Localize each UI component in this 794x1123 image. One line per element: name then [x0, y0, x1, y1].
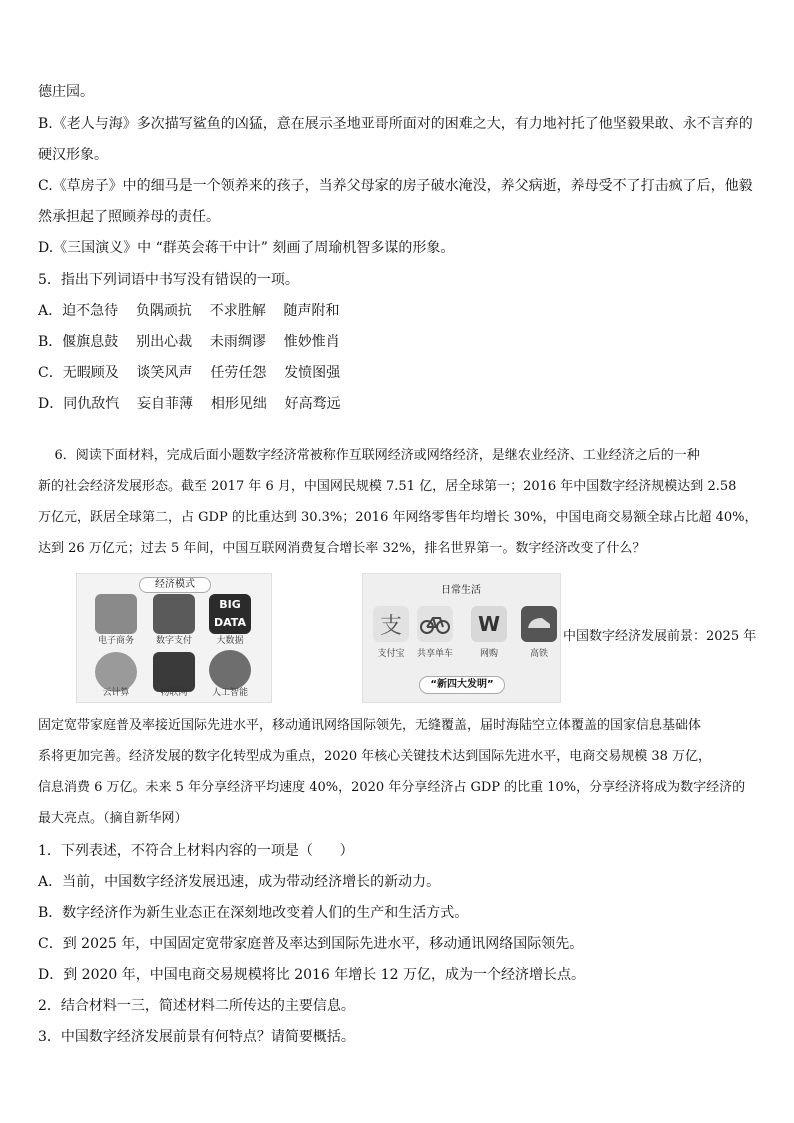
option-c-text: C.《草房子》中的细马是一个领养来的孩子，当养父母家的房子破水淹没，养父病逝，养母受不了打击疯了后，他毅 — [38, 178, 753, 194]
passage-6-line: 固定宽带家庭普及率接近国际先进水平，移动通讯网络国际领先，无缝覆盖，届时海陆空立体覆盖的国家信息基础体 — [38, 718, 702, 733]
figure-title: 经济模式 — [139, 577, 211, 593]
banner: “新四大发明” — [419, 676, 505, 694]
question-5-option-c: C．无暇顾及 谈笑风声 任劳任怨 发愤图强 — [38, 365, 341, 381]
subquestion-1-option-b: B．数字经济作为新生业态正在深刻地改变着人们的生产和生活方式。 — [38, 905, 469, 921]
cloud-computing-icon — [95, 652, 137, 692]
ecommerce-icon — [95, 594, 137, 634]
text-line: 德庄园。 — [38, 84, 94, 100]
figure-title: 日常生活 — [441, 585, 481, 596]
subquestion-1: 1．下列表述，不符合上材料内容的一项是（ ） — [38, 843, 354, 859]
alipay-icon: 支 — [373, 606, 409, 642]
text-line: 然承担起了照顾养母的责任。 — [38, 209, 220, 225]
passage-6-side-text: 中国数字经济发展前景：2025 年 — [563, 629, 757, 644]
ai-icon — [209, 650, 251, 690]
passage-6-line: 最大亮点。（摘自新华网） — [38, 811, 188, 826]
item-label: 支付宝 — [377, 649, 405, 659]
bicycle-icon — [417, 606, 453, 642]
item-label: 数字支付 — [155, 636, 192, 646]
subquestion-1-option-c: C．到 2025 年，中国固定宽带家庭普及率达到国际先进水平，移动通讯网络国际领先。 — [38, 936, 584, 952]
question-5-option-a: A．迫不急待 负隅顽抗 不求胜解 随声附和 — [38, 303, 340, 319]
question-5-option-d: D．同仇敌忾 妄自菲薄 相形见绌 好高骛远 — [38, 396, 341, 412]
subquestion-3: 3．中国数字经济发展前景有何特点？请简要概括。 — [38, 1029, 355, 1045]
item-label: 网购 — [479, 649, 498, 659]
question-5-option-b: B．偃旗息鼓 别出心裁 未雨绸谬 惟妙惟肖 — [38, 334, 340, 350]
item-label: 大数据 — [216, 636, 244, 646]
high-speed-rail-icon — [521, 606, 557, 642]
option-b-text: B.《老人与海》多次描写鲨鱼的凶猛，意在展示圣地亚哥所面对的困难之大，有力地衬托了他坚毅果敢、永不言弃的 — [38, 116, 753, 132]
item-label: 云计算 — [102, 688, 130, 698]
big-data-icon: BIG DATA — [209, 594, 251, 634]
subquestion-1-option-a: A．当前，中国数字经济发展迅速，成为带动经济增长的新动力。 — [38, 874, 441, 890]
item-label: 人工智能 — [211, 688, 248, 698]
question-5: 5．指出下列词语中书写没有错误的一项。 — [38, 272, 299, 288]
iot-icon — [153, 652, 195, 692]
text-line: 硬汉形象。 — [38, 147, 108, 163]
item-label: 共享单车 — [416, 649, 453, 659]
item-label: 物联网 — [160, 688, 188, 698]
subquestion-2: 2．结合材料一三，简述材料二所传达的主要信息。 — [38, 998, 355, 1014]
daily-life-figure — [362, 573, 561, 703]
online-shopping-icon: W — [471, 606, 507, 642]
option-d-text: D.《三国演义》中 “群英会蒋干中计” 刻画了周瑜机智多谋的形象。 — [38, 240, 455, 256]
passage-6-line: 万亿元，跃居全球第二，占 GDP 的比重达到 30.3%；2016 年网络零售年均增长 30%，中国电商交易额全球占比超 40%， — [38, 510, 758, 525]
passage-6-line: 系将更加完善。经济发展的数字化转型成为重点，2020 年核心关键技术达到国际先进水平，电商交易规模 38 万亿， — [38, 749, 712, 764]
passage-6-line: 达到 26 万亿元；过去 5 年间，中国互联网消费复合增长率 32%，排名世界第一。数字经济改变了什么？ — [38, 541, 646, 556]
economy-models-figure — [76, 573, 272, 703]
subquestion-1-option-d: D．到 2020 年，中国电商交易规模将比 2016 年增长 12 万亿，成为一个经济增长点。 — [38, 967, 585, 983]
passage-6-line: 信息消费 6 万亿。未来 5 年分享经济平均速度 40%，2020 年分享经济占 GDP 的比重 10%，分享经济将成为数字经济的 — [38, 780, 746, 795]
passage-6-line: 新的社会经济发展形态。截至 2017 年 6 月，中国网民规模 7.51 亿，居全球第一；2016 年中国数字经济规模达到 2.58 — [38, 479, 737, 494]
item-label: 电子商务 — [97, 636, 134, 646]
digital-payment-icon — [153, 594, 195, 634]
passage-6-line: 6．阅读下面材料，完成后面小题数字经济常被称作互联网经济或网络经济，是继农业经济、工业经济之后的一种 — [38, 448, 700, 463]
item-label: 高铁 — [529, 649, 548, 659]
